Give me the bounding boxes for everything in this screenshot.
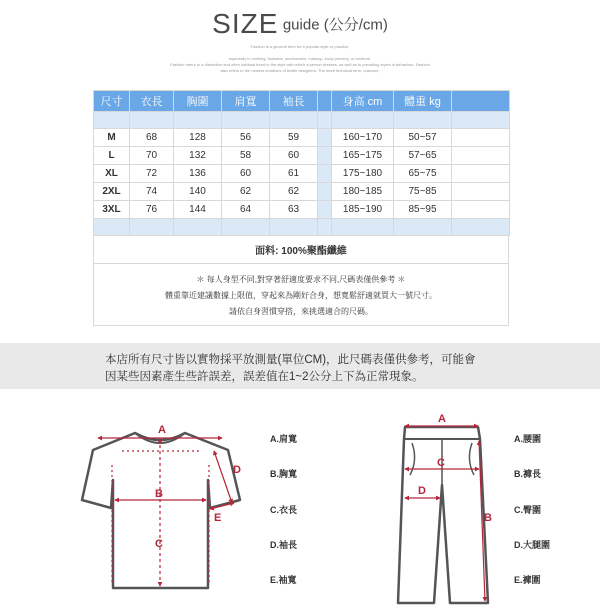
diagram-svg [0, 405, 600, 607]
size-cell: M [94, 129, 130, 147]
table-cell: 175~180 [332, 165, 394, 183]
table-cell: 75~85 [394, 183, 452, 201]
pants-legend-item: D.大腿圍 [514, 540, 551, 550]
pants-legend-item: B.褲長 [514, 469, 542, 479]
table-cell: 74 [130, 183, 174, 201]
table-cell: 70 [130, 147, 174, 165]
header-cell: 胸圍 [174, 91, 222, 112]
header-cell: 尺寸 [94, 91, 130, 112]
table-cell: 59 [270, 129, 318, 147]
shirt-letter-a: A [158, 424, 166, 436]
table-cell: 50~57 [394, 129, 452, 147]
table-row [94, 129, 510, 147]
title-main: SIZE [212, 8, 279, 39]
size-cell: 3XL [94, 201, 130, 219]
material-text: 面料: 100%聚酯纖維 [255, 246, 347, 257]
table-cell: 57~65 [394, 147, 452, 165]
shirt-letter-e: E [214, 512, 222, 524]
title-sub: guide (公分/cm) [282, 16, 388, 34]
size-cell: XL [94, 165, 130, 183]
table-cell: 61 [270, 165, 318, 183]
header-cell: 衣長 [130, 91, 174, 112]
table-cell [318, 165, 332, 183]
size-table-section [93, 90, 509, 326]
table-cell: 165~175 [332, 147, 394, 165]
shirt-legend-item: B.胸寬 [270, 469, 298, 479]
size-cell: L [94, 147, 130, 165]
table-cell: 128 [174, 129, 222, 147]
table-cell [452, 201, 510, 219]
pants-letter-c: C [437, 457, 445, 469]
shirt-legend-item: C.衣長 [270, 505, 298, 515]
table-cell: 144 [174, 201, 222, 219]
table-cell [318, 129, 332, 147]
table-cell [318, 201, 332, 219]
table-header-row [94, 91, 510, 112]
fine-print-line: Fashion is a general term for a popular style or practice, [250, 44, 350, 49]
measurement-diagrams [0, 405, 600, 607]
table-row [94, 183, 510, 201]
note-line: ＊ 每人身型不同,對穿著舒適度要求不同,尺碼表僅供參考 ＊ [196, 275, 406, 284]
shirt-legend-item: D.袖長 [270, 540, 298, 550]
pants-letter-d: D [418, 485, 426, 497]
header-cell: 身高 cm [332, 91, 394, 112]
table-row [94, 165, 510, 183]
table-cell [452, 165, 510, 183]
header-cell: 體重 kg [394, 91, 452, 112]
table-cell [452, 183, 510, 201]
pants-legend-item: A.腰圍 [514, 434, 542, 444]
fine-print-line: especially in clothing, footwear, accessories, makeup, body piercing, or furniture. [228, 56, 372, 61]
table-cell: 132 [174, 147, 222, 165]
table-cell: 62 [222, 183, 270, 201]
page-title [0, 8, 600, 40]
table-cell: 76 [130, 201, 174, 219]
table-spacer-row [94, 219, 510, 236]
pants-letter-b: B [484, 512, 492, 524]
table-row [94, 201, 510, 219]
note-line: 請依自身習慣穿搭，來挑選適合的尺碼。 [229, 307, 373, 316]
shirt-letter-d: D [233, 464, 241, 476]
header-cell [318, 91, 332, 112]
table-cell: 56 [222, 129, 270, 147]
notes-box [93, 236, 509, 326]
table-row [94, 147, 510, 165]
table-cell: 72 [130, 165, 174, 183]
header-cell [452, 91, 510, 112]
table-cell: 136 [174, 165, 222, 183]
pants-legend-item: E.褲圍 [514, 575, 541, 585]
size-table [93, 90, 510, 236]
table-cell: 64 [222, 201, 270, 219]
table-cell: 60 [222, 165, 270, 183]
table-cell [452, 129, 510, 147]
table-cell [452, 147, 510, 165]
shirt-legend-item: A.肩寬 [270, 434, 298, 444]
table-cell: 85~95 [394, 201, 452, 219]
shirt-letter-b: B [155, 488, 163, 500]
pants-icon [398, 427, 488, 603]
table-cell: 68 [130, 129, 174, 147]
table-cell: 140 [174, 183, 222, 201]
shirt-legend-item: E.袖寬 [270, 575, 297, 585]
size-cell: 2XL [94, 183, 130, 201]
table-cell: 160~170 [332, 129, 394, 147]
disclaimer-banner [0, 343, 600, 389]
table-cell: 58 [222, 147, 270, 165]
pants-letter-a: A [438, 413, 446, 425]
shirt-letter-c: C [155, 538, 163, 550]
note-line: 體重靠近建議數據上限值，穿起來為剛好合身，想寬鬆舒適就買大一號尺寸。 [165, 291, 437, 300]
header-cell: 袖長 [270, 91, 318, 112]
disclaimer-line: 因某些因素產生些許誤差，誤差值在1~2公分上下為正常現象。 [105, 371, 424, 383]
disclaimer-line: 本店所有尺寸皆以實物採平放測量(單位CM)，此尺碼表僅供參考，可能會 [105, 354, 476, 366]
table-cell: 63 [270, 201, 318, 219]
table-cell [318, 147, 332, 165]
table-cell: 65~75 [394, 165, 452, 183]
table-cell: 185~190 [332, 201, 394, 219]
table-cell [318, 183, 332, 201]
table-cell: 60 [270, 147, 318, 165]
header [0, 0, 600, 88]
fine-print-line: also refers to the newest creations of textile designers. The more technical term, costume, [220, 68, 380, 73]
table-cell: 180~185 [332, 183, 394, 201]
pants-legend-item: C.臀圍 [514, 505, 542, 515]
fine-print-line: Fashion refers to a distinctive and often habitual trend in the style with which a person dresses, as well as to prevailing styles in behaviour. Fashion [170, 62, 430, 67]
table-cell: 62 [270, 183, 318, 201]
table-spacer-row [94, 112, 510, 129]
header-cell: 肩寬 [222, 91, 270, 112]
